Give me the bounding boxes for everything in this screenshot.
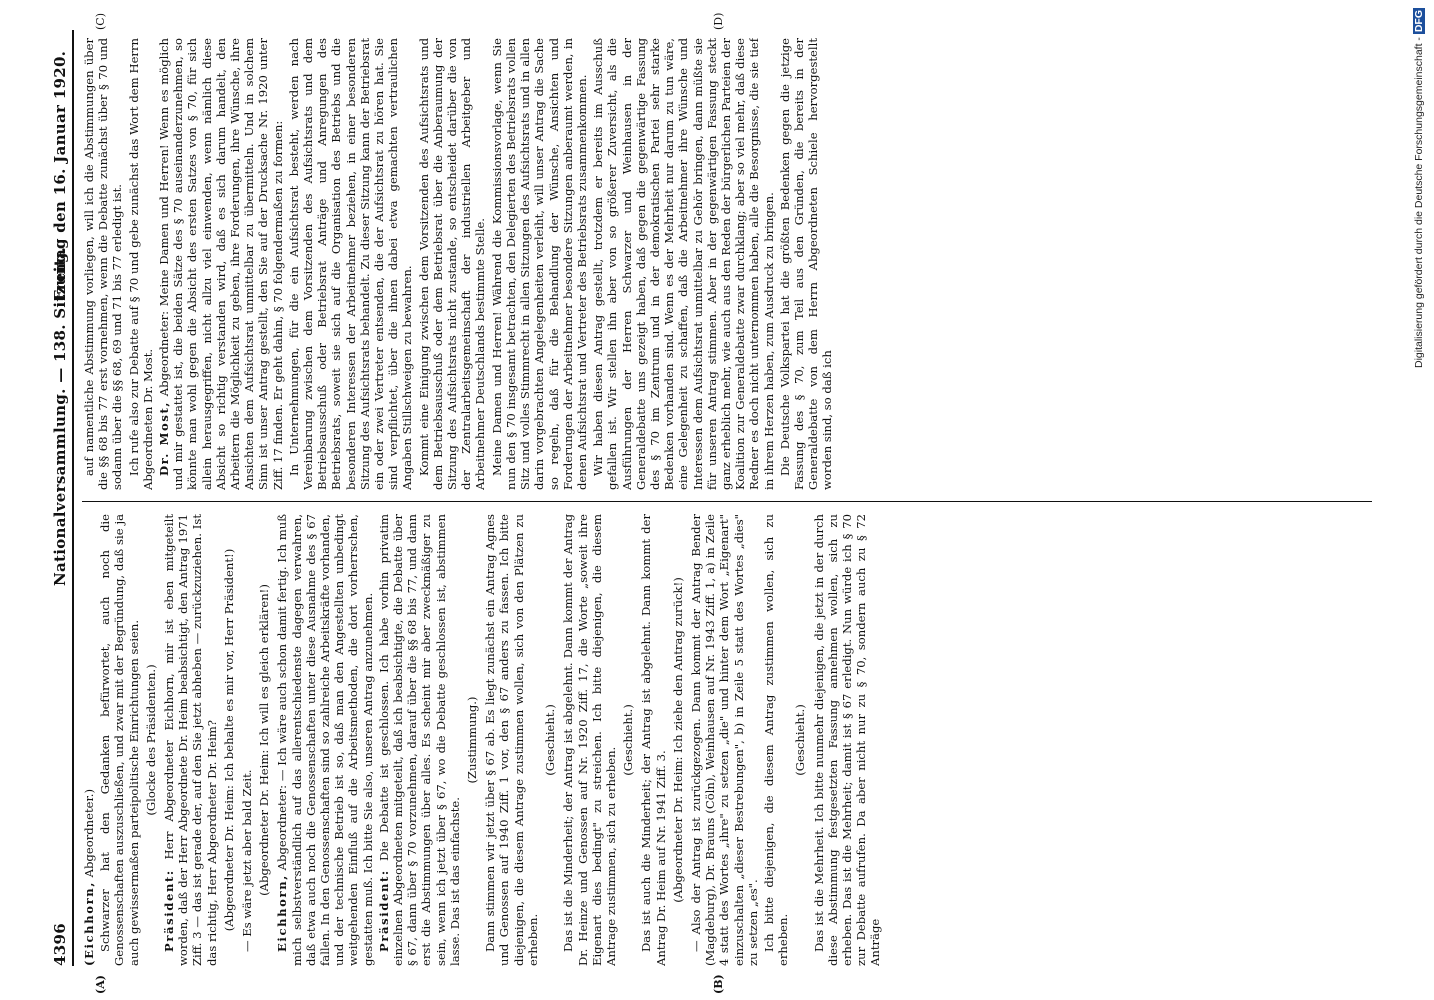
- paragraph-text: Herr Abgeordneter Eichhorn, mir ist eben mitgeteilt worden, daß der Herr Abgeordnete Dr. Heim beabsichtigt, den Antrag 1971 Ziff. 3 — das ist gerade der, auf den Sie jetzt abheben — zurückzuziehen. Ist das richtig, Herr Abgeordneter Dr. Heim?: [162, 514, 219, 966]
- paragraph: [490, 38, 589, 490]
- left-column: [82, 514, 1372, 966]
- speaker-role: Abgeordneter:: [275, 784, 290, 875]
- stage-direction: (Geschieht.): [793, 704, 808, 776]
- page-header: [46, 30, 74, 966]
- paragraph: [483, 514, 540, 966]
- stage-direction: (Abgeordneter Dr. Heim: Ich will es gleich erklären!): [257, 584, 272, 896]
- paragraph: [417, 38, 488, 490]
- paragraph-text: Das ist die Minderheit; der Antrag ist abgelehnt. Dann kommt der Antrag Dr. Heinze und Genossen auf Nr. 1920 Ziff. 17, die Worte „soweit ihre Eigenart dies bedingt" zu streichen. Ich bitte diejenigen, die diesem Antrage zustimmen, sich zu erheben.: [561, 514, 618, 966]
- paragraph-text: Das ist die Mehrheit. Ich bitte nunmehr diejenigen, die jetzt in der durch diese Abstimmung festgesetzten Fassung annehmen wollen, sich zu erheben. Das ist die Mehrheit; damit ist § 67 erledigt. Nun würde ich § 70 zur Debatte aufrufen. Da aber nicht nur zu § 70, sondern auch zu § 72 Anträge: [811, 514, 883, 966]
- speaker-name: Dr. Most,: [157, 400, 172, 476]
- paragraph: [689, 514, 760, 966]
- paragraph: [82, 514, 96, 966]
- paragraph: [762, 514, 790, 966]
- speaker-name: (Eichhorn,: [82, 881, 96, 966]
- paragraph-text: — Es wäre jetzt aber bald Zeit.: [240, 769, 255, 952]
- paragraph-text: In Unternehmungen, für die ein Aufsichtsrat besteht, werden nach Vereinbarung zwischen dem Vorsitzenden des Aufsichtsrats und dem Betriebsausschuß oder Betriebsrat Anträge und Anregungen des Betriebsrats, soweit sie sich auf die Organisation des Betriebs und die besonderen Interessen der Arbeitnehmer beziehen, in einer besonderen Sitzung des Aufsichtsrats behandelt. Zu dieser Sitzung kann der Betriebsrat ein oder zwei Vertreter entsenden, die der Aufsichtsrat zu hören hat. Sie sind verpflichtet, über die ihnen dabei etwa gemachten vertraulichen Angaben Stillschweigen zu bewahren.: [286, 38, 415, 490]
- paragraph-text: Dann stimmen wir jetzt über § 67 ab. Es liegt zunächst ein Antrag Agnes und Genossen auf 1940 Ziff. 1 vor, den § 67 anders zu fassen. Ich bitte diejenigen, die diesem Antrage zustimmen wollen, sich von den Plätzen zu erheben.: [483, 514, 540, 966]
- paragraph: [639, 514, 667, 966]
- speaker-name: Eichhorn,: [275, 874, 290, 952]
- paragraph: [127, 38, 155, 490]
- margin-marker-d: (D): [712, 12, 725, 30]
- stage-direction: (Abgeordneter Dr. Heim: Ich ziehe den Antrag zurück!): [670, 577, 685, 903]
- paragraph-text: Die Debatte ist geschlossen. Ich habe vorhin privatim einzelnen Abgeordneten mitgeteilt, daß ich beabsichtigte, die Debatte über § 67, dann über § 70 vorzunehmen, darauf über die §§ 68 bis 77, und dann erst die Abstimmungen über alles. Es scheint mir aber zweckmäßiger zu sein, wenn ich jetzt über § 67, wo die Debatte geschlossen ist, abstimmen lasse. Das ist das einfachste.: [376, 514, 462, 966]
- digitization-note: [1412, 8, 1426, 988]
- paragraph: [591, 38, 776, 490]
- paragraph: [82, 38, 125, 490]
- paragraph: [98, 514, 141, 966]
- margin-marker-a: (A): [94, 975, 107, 994]
- dfg-badge: DFG: [1413, 10, 1425, 33]
- paragraph: [287, 38, 415, 490]
- header-date: Freitag den 16. Januar 1920.: [51, 50, 69, 301]
- paragraph: [157, 38, 285, 490]
- speaker-name: Präsident:: [376, 869, 391, 952]
- margin-marker-b: (B): [712, 974, 725, 994]
- paragraph-text: auf namentliche Abstimmung vorliegen, will ich die Abstimmungen über die §§ 68 bis 77 erst vornehmen, wenn die Debatte zunächst über § 70 und sodann über die §§ 68, 69 und 71 bis 77 erledigt ist.: [82, 38, 125, 490]
- paragraph: [812, 514, 883, 966]
- paragraph: [377, 514, 462, 966]
- paragraph-text: Meine Damen und Herren! Während die Kommissionsvorlage, wenn Sie nun den § 70 insgesamt betrachten, den Delegierten des Betriebsrats vollen Sitz und volles Stimmrecht in allen Sitzungen des Aufsichtsrats und in allen darin vorgebrachten Angelegenheiten verleiht, will unser Antrag die Sache so regeln, daß für die Behandlung der Wünsche, Ansichten und Forderungen der Arbeitnehmer besondere Sitzungen anberaumt werden, in denen Aufsichtsrat und Vertreter des Betriebsrats zusammenkommen.: [489, 38, 589, 490]
- header-session: Nationalversammlung. — 138. Sitzung.: [51, 246, 69, 586]
- paragraph-text: Ich rufe also zur Debatte auf § 70 und gebe zunächst das Wort dem Herrn Abgeordneten Dr. Most.: [126, 38, 155, 490]
- paragraph: [162, 514, 219, 966]
- paragraph-text: — Also der Antrag ist zurückgezogen. Dann kommt der Antrag Bender (Magdeburg), Dr. Brauns (Cöln), Weinhausen auf Nr. 1943 Ziff. 1, a) in Zeile 4 statt des Wortes „ihre" zu setzen „die" und hinter dem Wort „Eigenart" einzuschalten „dieser Bestrebungen", b) in Zeile 5 statt des Wortes „dies" zu setzen „es".: [688, 514, 760, 966]
- paragraph-text: Kommt eine Einigung zwischen dem Vorsitzenden des Aufsichtsrats und dem Betriebsausschuß oder dem Betriebsrat über die Anberaumung der Sitzung des Aufsichtsrats nicht zustande, so entscheidet darüber die von der Zentralarbeitsgemeinschaft der industriellen Arbeitgeber und Arbeitnehmer Deutschlands bestimmte Stelle.: [416, 38, 488, 490]
- page-number: 4396: [51, 923, 69, 966]
- speaker-name: Präsident:: [162, 869, 177, 952]
- paragraph: [240, 514, 254, 966]
- paragraph: [561, 514, 618, 966]
- column-divider: [82, 501, 1372, 502]
- right-column: [82, 38, 1372, 490]
- paragraph: [778, 38, 835, 490]
- speaker-role: Abgeordneter.): [82, 789, 96, 882]
- speaker-role: Abgeordneter:: [157, 310, 172, 401]
- stage-direction: (Zustimmung.): [465, 696, 480, 784]
- stage-direction: (Glocke des Präsidenten.): [143, 664, 158, 816]
- stage-direction: (Geschieht.): [543, 704, 558, 776]
- paragraph-text: Meine Damen und Herren! Wenn es möglich und mir gestattet ist, die beiden Sätze des § 70 auseinanderzunehmen, so könnte man wohl gegen die Absicht des ersten Satzes von § 70, für sich allein herausgegriffen, nicht allzu viel einwenden, wenn nämlich diese Absicht so richtig verstanden wird, daß es sich darum handelt, den Arbeitern die Möglichkeit zu geben, ihre Forderungen, ihre Wünsche, ihre Ansichten dem Aufsichtsrat unmittelbar zu übermitteln. Und in solchem Sinn ist unser Antrag gestellt, den Sie auf der Drucksache Nr. 1920 unter Ziff. 17 finden. Er geht dahin, § 70 folgendermaßen zu formen:: [157, 38, 285, 490]
- paragraph-text: Die Deutsche Volkspartei hat die größten Bedenken gegen die jetzige Fassung des § 70, zum Teil aus den Gründen, die bereits in der Generaldebatte von dem Herrn Abgeordneten Schiele hervorgestellt worden sind, so daß ich: [777, 38, 835, 490]
- paragraph: [275, 514, 374, 966]
- paragraph-text: Das ist auch die Minderheit; der Antrag ist abgelehnt. Dann kommt der Antrag Dr. Heim auf Nr. 1941 Ziff. 3.: [639, 514, 668, 966]
- stage-direction: (Abgeordneter Dr. Heim: Ich behalte es mir vor, Herr Präsident!): [221, 548, 236, 932]
- stage-direction: (Geschieht.): [621, 704, 636, 776]
- digitization-text: Digitalisierung gefördert durch die Deutsche Forschungsgemeinschaft -: [1413, 37, 1425, 369]
- paragraph-text: Schwarzer hat den Gedanken befürwortet, auch noch die Genossenschaften auszuschließen, und zwar mit der Begründung, daß sie ja auch gewissermaßen parteipolitische Einrichtungen seien.: [98, 514, 141, 966]
- text-columns: [82, 12, 1372, 994]
- paragraph-text: — Ich wäre auch schon damit fertig. Ich muß mich selbstverständlich auf das allerentschiedenste dagegen verwahren, daß etwa auch noch die Genossenschaften unter diese Ausnahme des § 67 fallen. In den Genossenschaften sind so zahlreiche Arbeitskräfte vorhanden, und der technische Betrieb ist so, daß man den Angestellten unbedingt weitgehenden Einfluß auf die Arbeitsmethoden, die dort vorherrschen, gestatten muß. Ich bitte Sie also, unseren Antrag anzunehmen.: [275, 514, 375, 966]
- margin-marker-c: (C): [94, 13, 107, 30]
- paragraph-text: Ich bitte diejenigen, die diesem Antrag zustimmen wollen, sich zu erheben.: [761, 514, 791, 966]
- paragraph-text: Wir haben diesen Antrag gestellt, trotzdem er bereits im Ausschuß gefallen ist. Wir stellen ihn aber von so größerer Zuversicht, als die Ausführungen der Herren Schwarzer und Weinhausen in der Generaldebatte uns gezeigt haben, daß gegen die gegenwärtige Fassung des § 70 im Zentrum und in der demokratischen Partei sehr starke Bedenken vorhanden sind. Wenn es der Mehrheit nur darum zu tun wäre, eine Gelegenheit zu schaffen, daß die Arbeitnehmer ihre Wünsche und Interessen dem Aufsichtsrat unmittelbar zu Gehör bringen, dann müßte sie für unseren Antrag stimmen. Aber in der gegenwärtigen Fassung steckt ganz erheblich mehr, wie auch aus den Reden der bürgerlichen Parteien der Koalition zur Generaldebatte zwar durchklang; aber so viel mehr, daß diese Redner es doch nicht unternommen haben, alle die Besorgnisse, die sie tief in ihrem Herzen haben, zum Ausdruck zu bringen.: [591, 38, 776, 490]
